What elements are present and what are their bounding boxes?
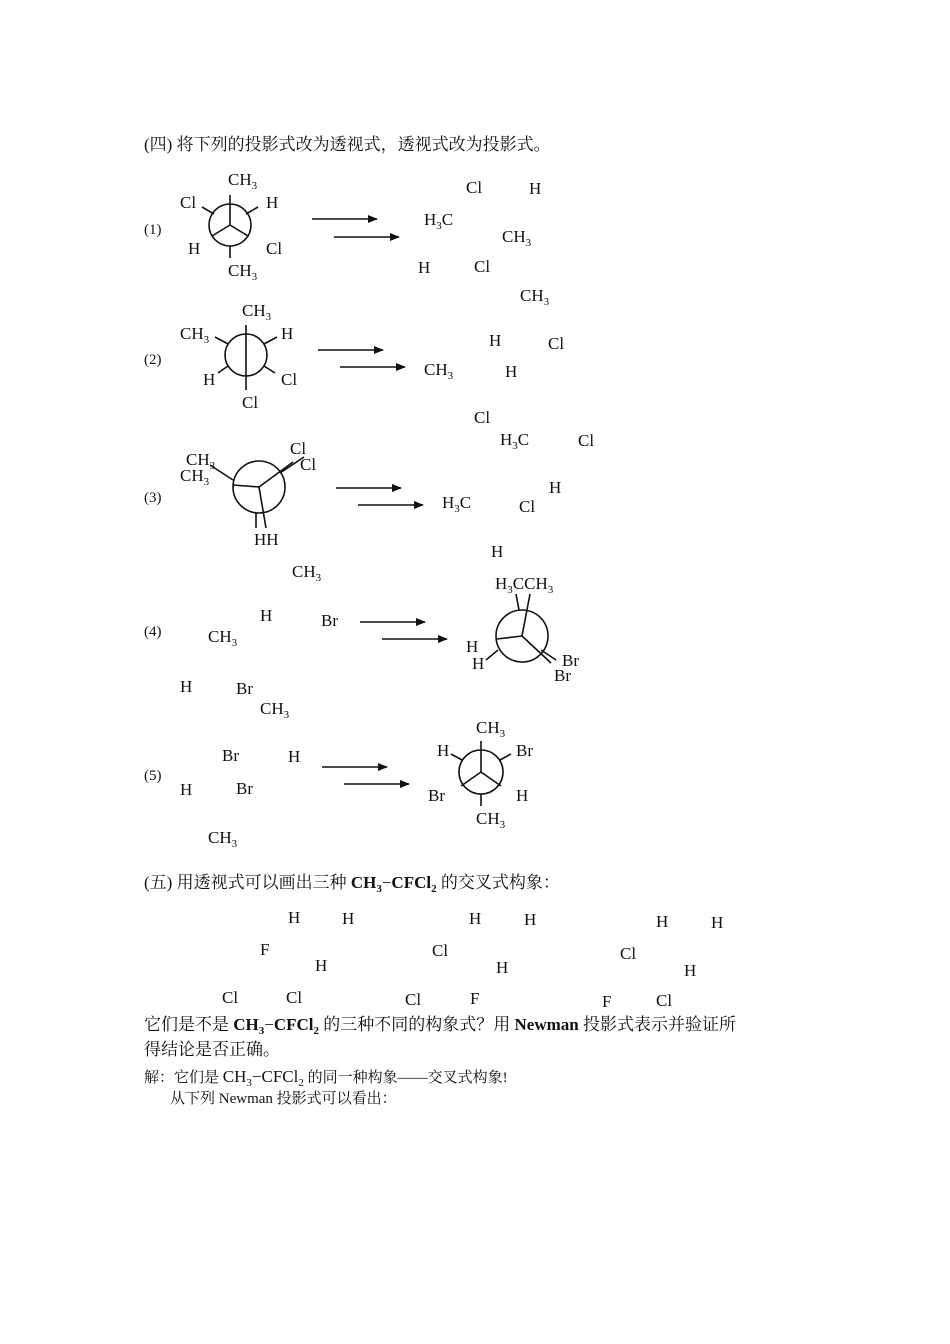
atom-label: Cl [656, 991, 673, 1010]
atom-label: Br [222, 746, 239, 765]
atom-label: Br [236, 679, 253, 698]
atom-label: $CH_3$ [242, 301, 272, 323]
atom-label: Cl [300, 455, 317, 474]
problem-label: (2) [144, 352, 162, 368]
atom-label: $H_3C$ [424, 210, 454, 232]
atom-label: H [711, 913, 724, 932]
newman-4 [486, 594, 556, 663]
atom-label: $CH_3$ [476, 809, 506, 831]
atom-label: Br [554, 666, 571, 685]
atom-label: $H_3CCH_3$ [495, 574, 554, 596]
atom-label: Cl [290, 439, 307, 458]
section-4-heading: (四) 将下列的投影式改为透视式，透视式改为投影式。 [144, 135, 551, 154]
atom-label: Br [236, 779, 253, 798]
atom-label: Br [562, 651, 579, 670]
newman-2 [215, 325, 277, 390]
atom-label: Cl [222, 988, 239, 1007]
atom-label: H [281, 324, 294, 343]
atom-label: H [260, 606, 273, 625]
atom-label: Br [321, 611, 338, 630]
atom-label: H [505, 362, 518, 381]
newman-5 [451, 741, 511, 806]
atom-label: $CH_3$ [228, 261, 258, 283]
atom-label: $CH_3$ [180, 324, 210, 346]
atom-label: Cl [286, 988, 303, 1007]
atom-label: H [266, 193, 279, 212]
atom-label: H [180, 780, 193, 799]
atom-label: H [656, 912, 669, 931]
atom-label: H [549, 478, 562, 497]
atom-label: Cl [281, 370, 298, 389]
atom-label: Cl [266, 239, 283, 258]
atom-label: H [188, 239, 201, 258]
atom-label: H [418, 258, 431, 277]
atom-label: Cl [405, 990, 422, 1009]
atom-label: F [470, 989, 480, 1008]
question-line-2: 得结论是否正确。 [144, 1040, 280, 1059]
atom-label: Br [428, 786, 445, 805]
question-line-1: 它们是不是 $CH_3-CFCl_2$ 的三种不同的构象式？用 Newman 投影式表示并验证所 [144, 1015, 736, 1037]
atom-label: Cl [578, 431, 595, 450]
atom-label: HH [254, 530, 279, 549]
atom-label: F [602, 992, 612, 1011]
atom-label: H [466, 637, 479, 656]
atom-label: $CH_3$ [424, 360, 454, 382]
atom-label: Cl [620, 944, 637, 963]
atom-label: H [489, 331, 502, 350]
atom-label: $CH_3$ [502, 227, 532, 249]
atom-label: H [342, 909, 355, 928]
atom-label: H [180, 677, 193, 696]
atom-label: H [524, 910, 537, 929]
atom-label: H [469, 909, 482, 928]
atom-label: Cl [432, 941, 449, 960]
atom-label: $CH_3$ [476, 718, 506, 740]
atom-label: $CH_3$ [208, 627, 238, 649]
atom-label: Cl [180, 193, 197, 212]
atom-label: H [472, 654, 485, 673]
problem-label: (4) [144, 624, 162, 640]
atom-label: $CH_3$ [208, 828, 238, 850]
atom-label: H [496, 958, 509, 977]
atom-label: H [288, 747, 301, 766]
atom-label: Cl [548, 334, 565, 353]
answer-line-1: 解：它们是 $CH_3-CFCl_2$ 的同一种构象——交叉式构象! [144, 1067, 508, 1089]
atom-label: $CH_3$ [228, 170, 258, 192]
atom-label: H [315, 956, 328, 975]
atom-label: H [491, 542, 504, 561]
answer-line-2: 从下列 Newman 投影式可以看出： [170, 1091, 397, 1107]
atom-label: H [203, 370, 216, 389]
atom-label: $CH_3$ [180, 466, 210, 488]
atom-label: Cl [474, 257, 491, 276]
problem-label: (5) [144, 768, 162, 784]
atom-label: Cl [519, 497, 536, 516]
section-5-heading: (五) 用透视式可以画出三种 $CH_3-CFCl_2$ 的交叉式构象： [144, 873, 560, 895]
atom-label: Br [516, 741, 533, 760]
problem-label: (3) [144, 490, 162, 506]
atom-label: $H_3C$ [442, 493, 472, 515]
newman-3 [210, 457, 304, 528]
atom-label: Cl [242, 393, 259, 412]
atom-label: F [260, 940, 270, 959]
atom-label: H [516, 786, 529, 805]
atom-label: Cl [474, 408, 491, 427]
atom-label: $CH_3$ [260, 699, 290, 721]
newman-1 [202, 195, 258, 258]
atom-label: $CH_3$ [186, 450, 216, 472]
atom-label: $CH_3$ [520, 286, 550, 308]
atom-label: H [684, 961, 697, 980]
problem-label: (1) [144, 222, 162, 238]
atom-label: H [288, 908, 301, 927]
atom-label: Cl [466, 178, 483, 197]
atom-label: $H_3C$ [500, 430, 530, 452]
atom-label: $CH_3$ [292, 562, 322, 584]
atom-label: H [437, 741, 450, 760]
atom-label: H [529, 179, 542, 198]
